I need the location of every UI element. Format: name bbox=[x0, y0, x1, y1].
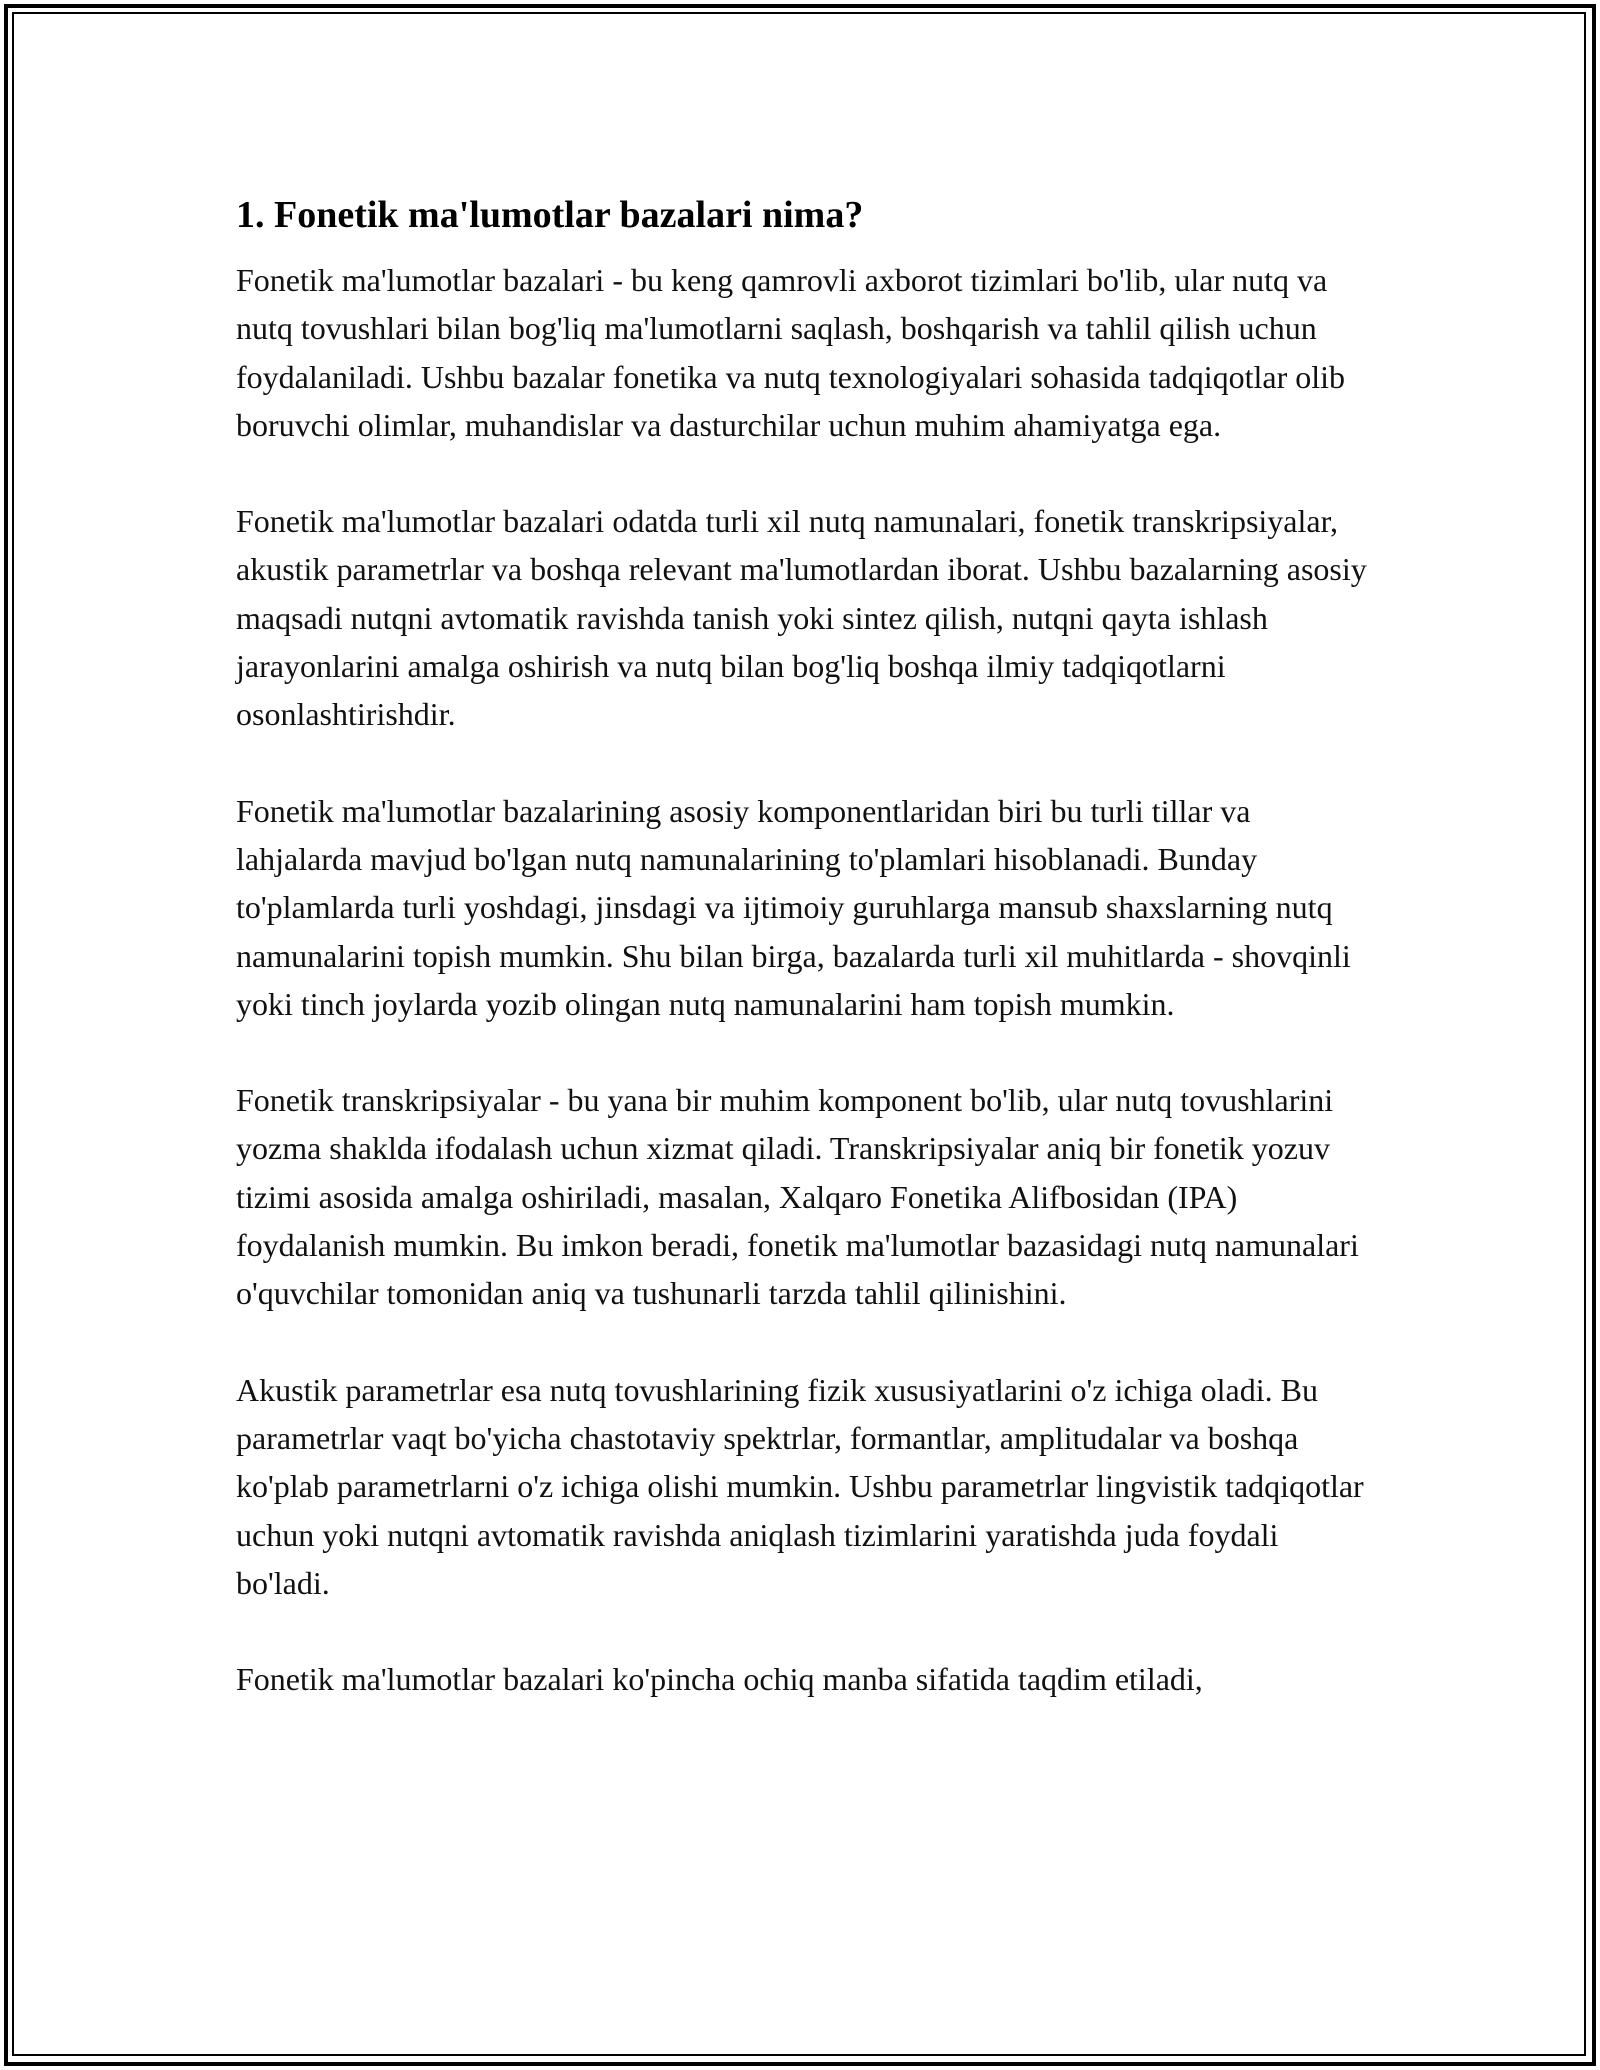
paragraph-6: Fonetik ma'lumotlar bazalari ko'pincha ochiq manba sifatida taqdim etiladi, bbox=[236, 1661, 1203, 1698]
paragraph-1: Fonetik ma'lumotlar bazalari - bu keng qamrovli axborot tizimlari bo'lib, ular nutq va nutq tovushlari bilan bog'liq ma'lumotlarni saqlash, boshqarish va tahlil qilish uchun foydalaniladi. Ushbu bazalar fonetika va nutq texnologiyalari sohasida tadqiqotlar olib boruvchi olimlar, muhandislar va dasturchilar uchun muhim ahamiyatga ega. bbox=[236, 262, 1346, 443]
document-body bbox=[236, 188, 1376, 1703]
paragraph-5: Akustik parametrlar esa nutq tovushlarining fizik xususiyatlarini o'z ichiga oladi. Bu parametrlar vaqt bo'yicha chastotaviy spektrlar, formantlar, amplitudalar va boshqa ko'plab parametrlarni o'z ichiga olishi mumkin. Ushbu parametrlar lingvistik tadqiqotlar uchun yoki nutqni avtomatik ravishda aniqlash tizimlarini yaratishda juda foydali bo'ladi. bbox=[236, 1371, 1364, 1601]
section-title: 1. Fonetik ma'lumotlar bazalari nima? bbox=[236, 194, 864, 236]
paragraph-4: Fonetik transkripsiyalar - bu yana bir muhim komponent bo'lib, ular nutq tovushlarini yozma shaklda ifodalash uchun xizmat qiladi. Transkripsiyalar aniq bir fonetik yozuv tizimi asosida amalga oshiriladi, masalan, Xalqaro Fonetika Alifbosidan (IPA) foydalanish mumkin. Bu imkon beradi, fonetik ma'lumotlar bazasidagi nutq namunalari o'quvchilar tomonidan aniq va tushunarli tarzda tahlil qilinishini. bbox=[236, 1082, 1359, 1312]
paragraph-3: Fonetik ma'lumotlar bazalarining asosiy komponentlaridan biri bu turli tillar va lahjalarda mavjud bo'lgan nutq namunalarining to'plamlari hisoblanadi. Bunday to'plamlarda turli yoshdagi, jinsdagi va ijtimoiy guruhlarga mansub shaxslarning nutq namunalarini topish mumkin. Shu bilan birga, bazalarda turli xil muhitlarda - shovqinli yoki tinch joylarda yozib olingan nutq namunalarini ham topish mumkin. bbox=[236, 792, 1351, 1022]
paragraph-2: Fonetik ma'lumotlar bazalari odatda turli xil nutq namunalari, fonetik transkripsiyalar, akustik parametrlar va boshqa relevant ma'lumotlardan iborat. Ushbu bazalarning asosiy maqsadi nutqni avtomatik ravishda tanish yoki sintez qilish, nutqni qayta ishlash jarayonlarini amalga oshirish va nutq bilan bog'liq boshqa ilmiy tadqiqotlarni osonlashtirishdir. bbox=[236, 503, 1367, 733]
